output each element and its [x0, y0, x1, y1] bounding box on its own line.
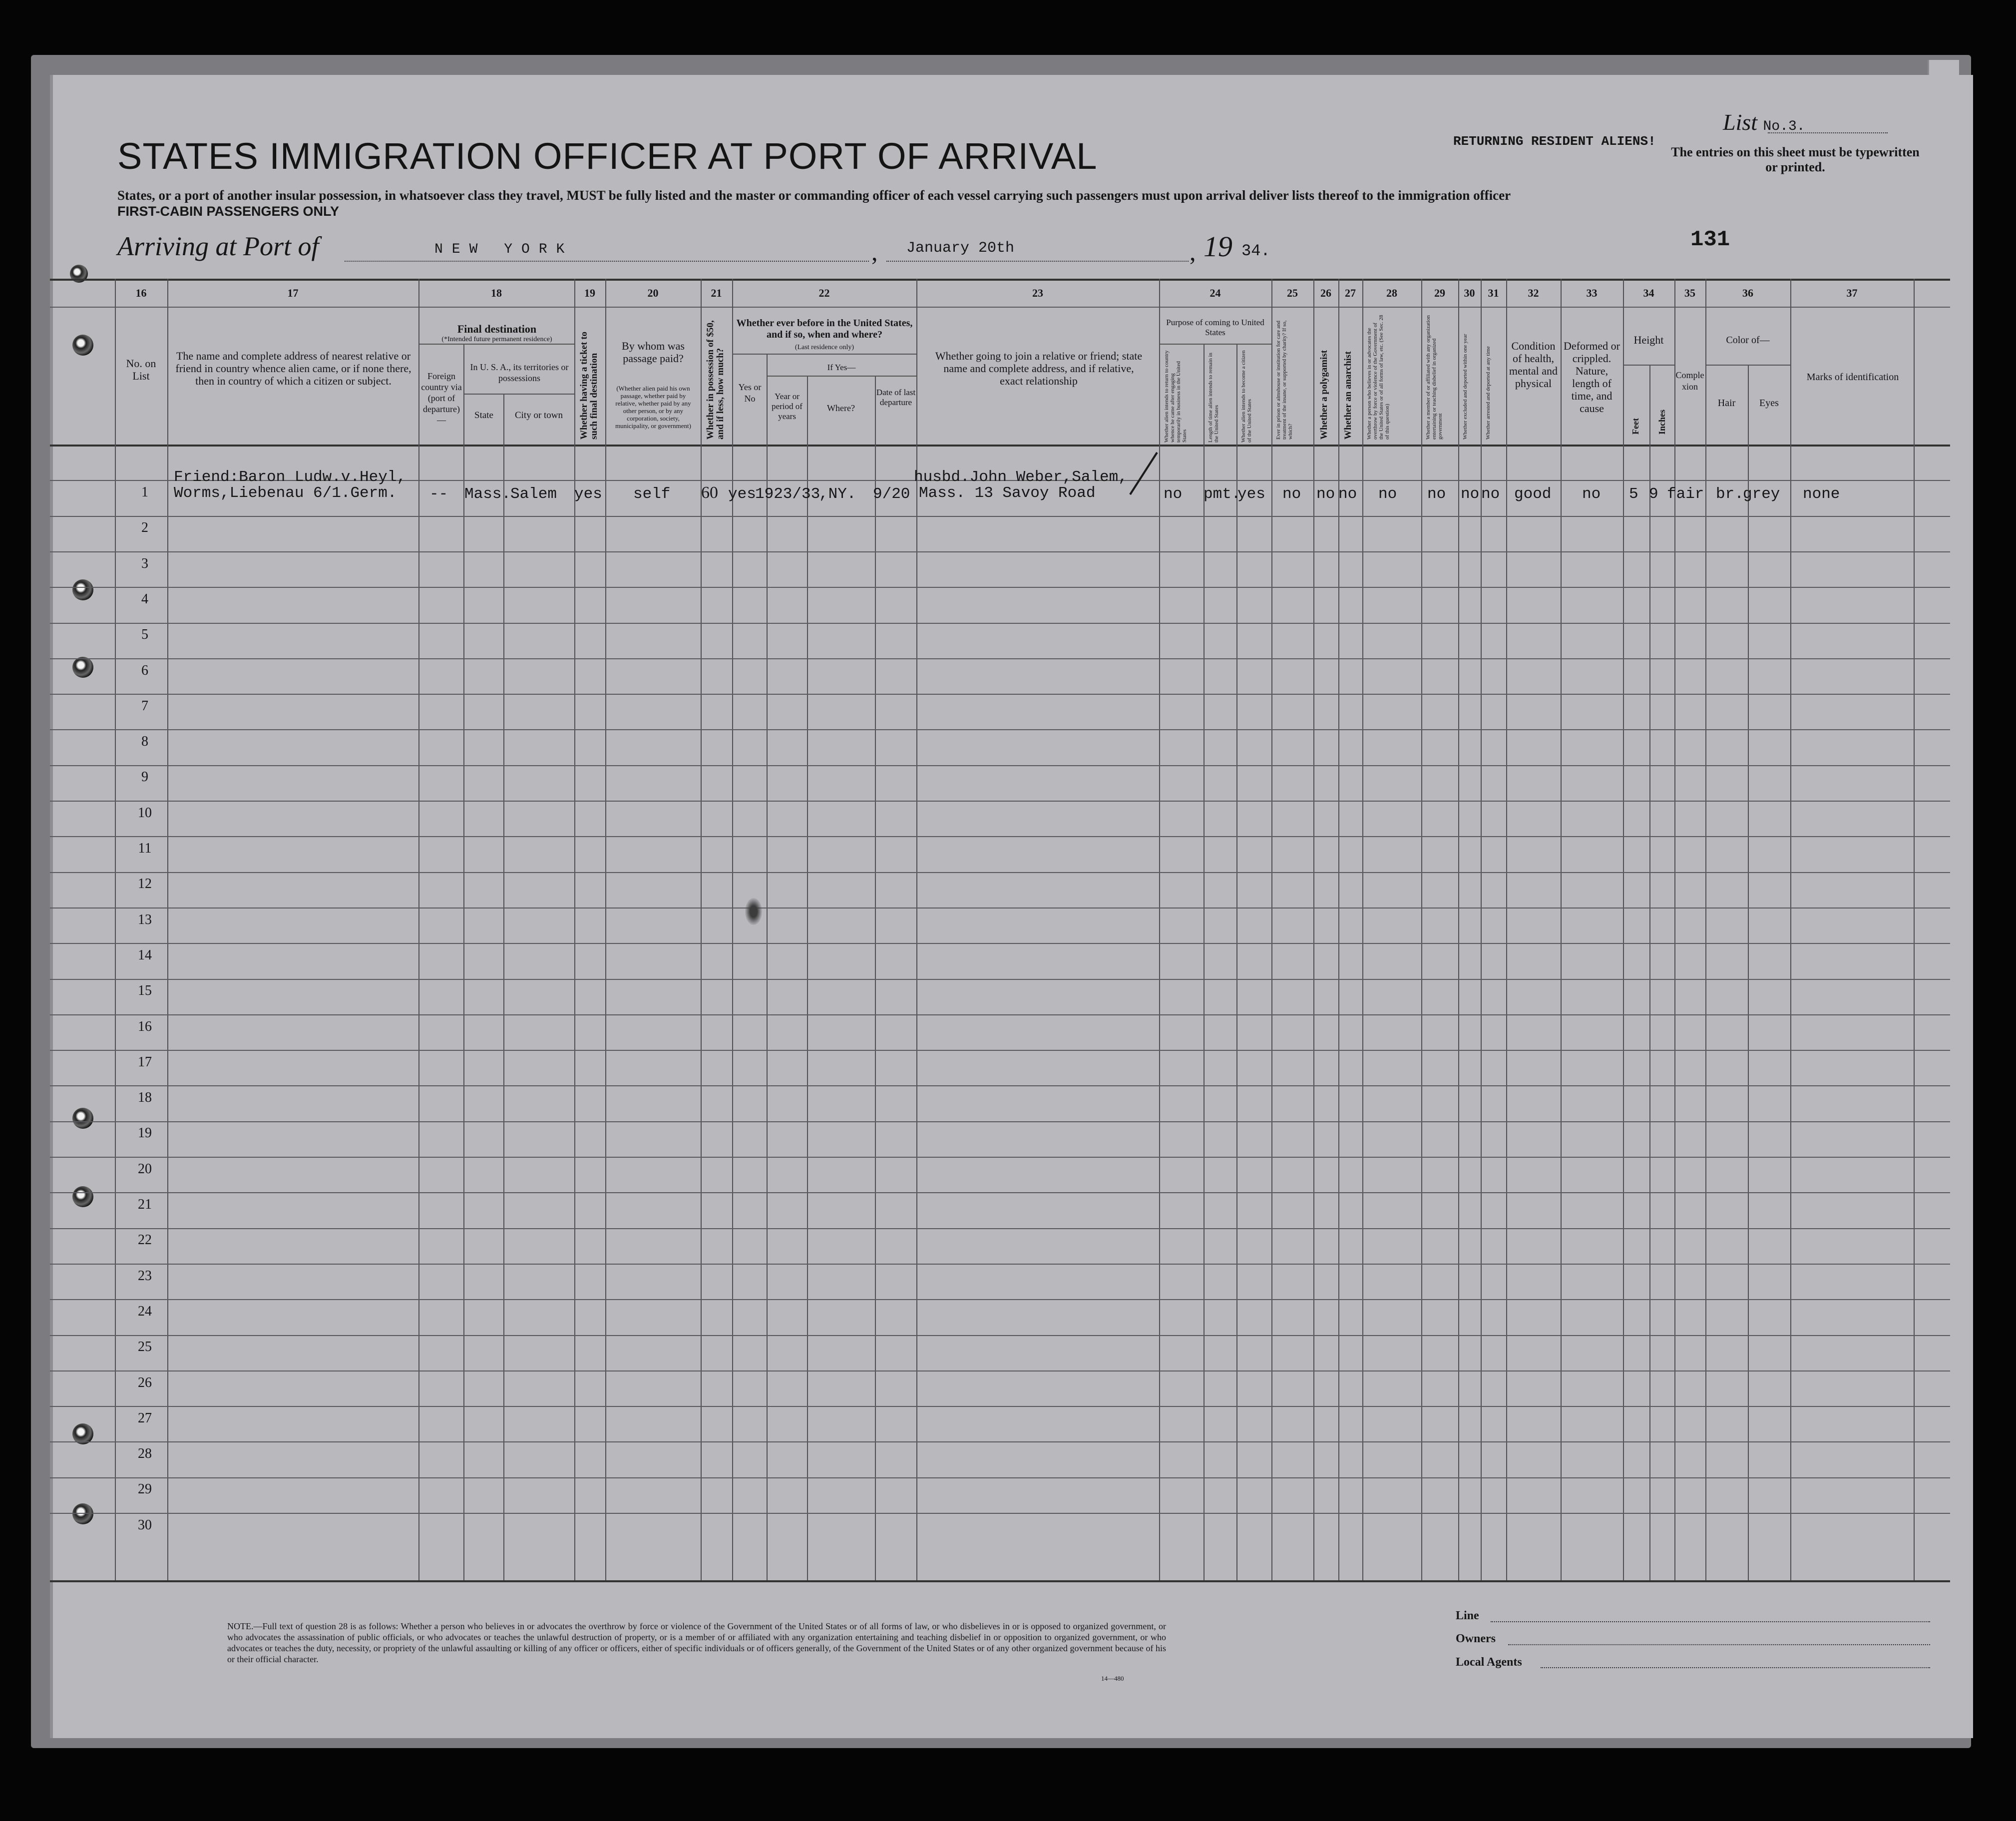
column-number: 30 [1464, 287, 1475, 299]
header-fifty-dollars: Whether in possession of $50, and if less, how much? [705, 320, 726, 440]
list-label: List [1723, 109, 1758, 135]
header-feet: Feet [1630, 418, 1640, 435]
column-number: 23 [1032, 287, 1043, 299]
col27-value: no [1338, 485, 1357, 503]
col-divider [1271, 279, 1272, 1580]
header-relative-friend: The name and complete address of nearest relative or friend in country whence alien came, or if none there, then in country of which a citizen or subject. [175, 350, 411, 387]
row-divider [50, 943, 1950, 944]
header-col25: Ever in prison or almshouse or institution for care and treatment of the insane, or supported by charity? If so, which? [1275, 320, 1293, 440]
header-state: State [474, 410, 493, 421]
years-value: 1923/33 [755, 485, 820, 503]
row-number: 2 [141, 520, 148, 536]
eyes-value: grey [1743, 485, 1780, 503]
row-number: 14 [138, 947, 152, 963]
row-divider [50, 1085, 1950, 1086]
row-divider [50, 729, 1950, 730]
header-marks: Marks of identification [1806, 372, 1899, 383]
date-value: January 20th [906, 240, 1015, 257]
arriving-label: Arriving at Port of [117, 231, 319, 261]
ticket-value: yes [574, 485, 602, 503]
header-eyes: Eyes [1759, 398, 1779, 409]
row-number: 16 [138, 1018, 152, 1034]
row-divider [50, 587, 1950, 588]
row-divider [50, 1264, 1950, 1265]
row-divider [50, 1121, 1950, 1122]
row-number: 10 [138, 805, 152, 821]
header-in-usa: In U. S. A., its territories or possessions [470, 362, 569, 383]
header-col30: Whether excluded and deported within one year [1462, 334, 1468, 440]
row-number: 27 [138, 1410, 152, 1426]
relative-line-1: Friend:Baron Ludw.v.Heyl, [174, 468, 406, 486]
form-subtitle: States, or a port of another insular possession, in whatsoever class they travel, MUST be fully listed and the master or commanding officer of each vessel carrying such passengers must upon arrival deliver lists thereof to the immigration officer [117, 188, 1511, 203]
column-number: 21 [711, 287, 722, 299]
purpose-a-value: no [1164, 485, 1183, 503]
row-number: 30 [138, 1517, 152, 1533]
row-divider [50, 765, 1950, 766]
row-number: 17 [138, 1054, 152, 1070]
ink-smudge [745, 898, 762, 925]
col26-value: no [1316, 485, 1335, 503]
header-col29: Whether a member of or affiliated with any organization entertaining or teaching disbelief in organized government [1425, 315, 1443, 440]
row-number: 3 [141, 555, 148, 571]
col-divider [1914, 279, 1915, 1580]
row-divider [50, 1513, 1950, 1514]
year-prefix: 19 [1204, 230, 1232, 263]
row-number: 12 [138, 876, 152, 892]
question-28-note: NOTE.—Full text of question 28 is as follows: Whether a person who believes in or advocates the overthrow by force or violence of the Government of the United States or of all forms of law, or who disbelieves in or is opposed to organized government, or who advocates the assassination of public officials, or who advocates or teaches the unlawful destruction of property, or is a member of or affiliated with any organization entertaining and teaching disbelief in or opposition to organized government, or who advocates or teaches the duty, necessity, or propriety of the unlawful assaulting or killing of any officer or officers, either of specific individuals or of officers generally, of the Government of the United States or of any other organized government because of his or their official character. [227, 1621, 1166, 1664]
row-divider [50, 979, 1950, 980]
col-divider [1506, 279, 1507, 1580]
header-deformed: Deformed or crippled. Nature, length of time, and cause [1563, 340, 1620, 415]
row-divider [50, 801, 1950, 802]
foreign-country-value: -- [429, 485, 448, 503]
col-divider [1204, 345, 1205, 1580]
row-divider [50, 836, 1950, 837]
column-number: 34 [1643, 287, 1654, 299]
col-divider [574, 279, 575, 1580]
row-number: 19 [138, 1125, 152, 1141]
col-divider [1748, 366, 1749, 1580]
header-col31: Whether arrested and deported at any time [1485, 346, 1491, 440]
complexion-value: fair [1667, 485, 1704, 503]
column-number: 20 [647, 287, 659, 299]
col-divider [1705, 279, 1706, 1580]
col29-value: no [1427, 485, 1446, 503]
purpose-b-value: pmt. [1204, 485, 1241, 503]
row-divider [50, 551, 1950, 552]
col-divider [1421, 279, 1422, 1580]
row-divider [50, 1050, 1950, 1051]
col-divider [605, 279, 606, 1580]
header-passage-paid-note: (Whether alien paid his own passage, whether paid by relative, whether paid by any other person, or by any corporation, society, municipality, or government) [615, 385, 691, 430]
departure-value: 9/20 [873, 485, 910, 503]
form-title: STATES IMMIGRATION OFFICER AT PORT OF ARRIVAL [117, 135, 1098, 177]
state-value: Mass. [464, 485, 511, 503]
row-number: 4 [141, 591, 148, 607]
hair-value: br. [1716, 485, 1744, 503]
usa-divider [464, 394, 574, 395]
money-value: 60 [701, 483, 718, 502]
join-line-2: Mass. 13 Savoy Road [919, 484, 1096, 502]
header-city: City or town [514, 410, 563, 421]
manifest-sheet [50, 75, 1973, 1738]
row-divider [50, 1014, 1950, 1015]
list-number-line [1768, 132, 1888, 133]
final-destination-divider [419, 344, 574, 345]
row-divider [50, 1370, 1950, 1371]
binder-hole-icon [72, 1186, 93, 1207]
row-number: 25 [138, 1339, 152, 1355]
column-number-divider [50, 307, 1950, 308]
col-divider [418, 279, 419, 1580]
line-field [1491, 1621, 1930, 1622]
col-divider [767, 355, 768, 1580]
row-number: 8 [141, 734, 148, 750]
ever-before-divider [733, 354, 916, 355]
row-divider [50, 694, 1950, 695]
col-divider [732, 279, 733, 1580]
row-divider [50, 1299, 1950, 1300]
col-divider [503, 395, 504, 1580]
header-col27: Whether an anarchist [1343, 351, 1353, 440]
sheet-number: 131 [1690, 227, 1730, 252]
comma-separator: , [1190, 238, 1196, 266]
col-divider [1561, 279, 1562, 1580]
col-divider [1481, 279, 1482, 1580]
header-bottom-border [50, 445, 1950, 447]
row-number: 11 [138, 841, 152, 856]
column-number: 25 [1287, 287, 1298, 299]
header-ever-before: Whether ever before in the United States, and if so, when and where? [736, 318, 913, 340]
where-value: ,NY. [819, 485, 856, 503]
col31-value: no [1481, 485, 1500, 503]
height-divider [1623, 365, 1674, 366]
list-number-value: No.3. [1763, 119, 1805, 134]
row-number: 1 [141, 484, 148, 500]
column-number: 18 [491, 287, 502, 299]
column-number: 27 [1345, 287, 1356, 299]
column-number: 35 [1684, 287, 1695, 299]
row-number: 24 [138, 1303, 152, 1319]
feet-value: 5 [1629, 485, 1638, 503]
header-purpose-a: Whether alien intends to return to country whence he came after engaging temporarily in business in the United States [1164, 350, 1188, 443]
col28-value: no [1378, 485, 1397, 503]
if-yes-divider [767, 376, 916, 377]
local-agents-field [1541, 1667, 1930, 1668]
column-number: 26 [1320, 287, 1331, 299]
owners-field [1508, 1644, 1930, 1645]
col-divider [1313, 279, 1314, 1580]
header-passage-paid: By whom was passage paid? [622, 340, 685, 365]
row-number: 21 [138, 1197, 152, 1212]
col-divider [1790, 279, 1791, 1580]
col-divider [1674, 279, 1675, 1580]
binder-hole-icon [72, 579, 93, 600]
header-ticket: Whether having a ticket to such final destination [579, 331, 599, 440]
row-divider [50, 908, 1950, 909]
header-height: Height [1633, 334, 1664, 346]
col-divider [1458, 279, 1459, 1580]
port-line [345, 261, 869, 262]
row-number: 15 [138, 983, 152, 999]
header-where: Where? [827, 403, 855, 413]
column-number: 28 [1386, 287, 1397, 299]
column-number: 31 [1488, 287, 1499, 299]
row-divider [50, 1335, 1950, 1336]
owners-label: Owners [1456, 1632, 1496, 1645]
deformed-value: no [1582, 485, 1601, 503]
col-divider [1338, 279, 1339, 1580]
column-number: 32 [1528, 287, 1539, 299]
ever-before-value: yes [728, 485, 756, 503]
purpose-c-value: yes [1237, 485, 1265, 503]
row-divider [50, 1406, 1950, 1407]
list-number [1723, 109, 1805, 135]
row-number: 26 [138, 1374, 152, 1390]
passenger-class: FIRST-CABIN PASSENGERS ONLY [117, 204, 340, 219]
header-purpose: Purpose of coming to United States [1166, 318, 1264, 337]
row-divider [50, 1477, 1950, 1478]
purpose-divider [1160, 344, 1271, 345]
row-divider [50, 1228, 1950, 1229]
binder-hole-icon [72, 657, 93, 678]
header-no-on-list: No. on List [126, 357, 156, 382]
port-value: NEW YORK [434, 242, 574, 257]
col-divider [463, 345, 464, 1580]
row-number: 18 [138, 1090, 152, 1106]
date-line [886, 261, 1189, 262]
row-number: 20 [138, 1161, 152, 1177]
table-bottom-border [50, 1580, 1950, 1582]
column-number: 19 [584, 287, 595, 299]
col25-value: no [1282, 485, 1301, 503]
col-divider [1362, 279, 1363, 1580]
entries-note: The entries on this sheet must be typewritten or printed. [1671, 145, 1920, 174]
header-col26: Whether a polygamist [1319, 350, 1329, 440]
row-number: 29 [138, 1481, 152, 1497]
row-number: 7 [141, 698, 148, 714]
column-number: 16 [135, 287, 147, 299]
line-label: Line [1456, 1609, 1479, 1622]
header-if-yes: If Yes— [827, 363, 856, 372]
ditto-slash-mark [1126, 450, 1161, 497]
header-foreign-country: Foreign country via (port of departure)— [421, 371, 462, 425]
header-condition: Condition of health, mental and physical [1509, 340, 1558, 390]
header-col28: Whether a person who believes in or advocates the overthrow by force or violence of the Government of the United States or of all forms of law, etc. (See Sec. 28 of this question) [1366, 315, 1390, 440]
binder-hole-icon [72, 1108, 93, 1129]
header-hair: Hair [1717, 398, 1736, 409]
header-last-residence-note: (Last residence only) [795, 344, 854, 351]
row-number: 9 [141, 769, 148, 785]
row-divider [50, 1157, 1950, 1158]
header-purpose-b: Length of time alien intends to remain in the United States [1208, 353, 1219, 443]
local-agents-label: Local Agents [1456, 1656, 1522, 1669]
row-divider [50, 658, 1950, 659]
inches-value: 9 [1649, 485, 1658, 503]
column-number: 22 [818, 287, 830, 299]
row-divider [50, 623, 1950, 624]
join-line-1: husbd.John Weber,Salem, [914, 468, 1128, 486]
column-number: 37 [1846, 287, 1858, 299]
column-number: 33 [1586, 287, 1598, 299]
col-divider [115, 279, 116, 1580]
column-number: 29 [1434, 287, 1445, 299]
returning-resident-label: RETURNING RESIDENT ALIENS! [1453, 134, 1656, 149]
passage-paid-value: self [633, 485, 671, 503]
relative-line-2: Worms,Liebenau 6/1.Germ. [174, 484, 397, 502]
header-year-period: Year or period of years [772, 392, 803, 421]
header-final-destination: Final destination [457, 323, 537, 335]
year-suffix: 34. [1241, 242, 1270, 260]
binder-hole-icon [72, 1503, 93, 1524]
row-divider [50, 516, 1950, 517]
row-number: 22 [138, 1232, 152, 1248]
table-top-border [50, 279, 1950, 281]
binder-hole-icon [72, 335, 93, 356]
condition-value: good [1514, 485, 1552, 503]
column-number: 36 [1742, 287, 1753, 299]
form-code: 14—480 [1101, 1675, 1124, 1682]
column-number: 24 [1210, 287, 1221, 299]
col-divider [1649, 366, 1650, 1580]
header-yes-or-no: Yes or No [738, 382, 762, 404]
comma-separator: , [871, 238, 878, 266]
header-join-relative: Whether going to join a relative or friend; state name and complete address, and if relative, exact relationship [935, 350, 1143, 387]
header-purpose-c: Whether alien intends to become a citizen of the United States [1240, 350, 1252, 443]
row-number: 23 [138, 1268, 152, 1284]
column-number: 17 [287, 287, 299, 299]
marks-value: none [1803, 485, 1840, 503]
col-divider [701, 279, 702, 1580]
header-inches: Inches [1657, 409, 1667, 435]
row-divider [50, 1192, 1950, 1193]
row-number: 28 [138, 1446, 152, 1462]
col-divider [1236, 345, 1237, 1580]
row-number: 13 [138, 911, 152, 927]
row-divider [50, 872, 1950, 873]
city-value: Salem [510, 485, 557, 503]
row-divider [50, 1441, 1950, 1442]
header-date-departure: Date of last departure [876, 388, 916, 407]
row-number: 5 [141, 627, 148, 643]
header-complexion: Complexion [1675, 370, 1704, 392]
header-color-of: Color of— [1726, 335, 1770, 346]
header-final-destination-note: (*Intended future permanent residence) [441, 336, 552, 343]
col30-value: no [1461, 485, 1480, 503]
col-divider [1623, 279, 1624, 1580]
row-number: 6 [141, 662, 148, 678]
